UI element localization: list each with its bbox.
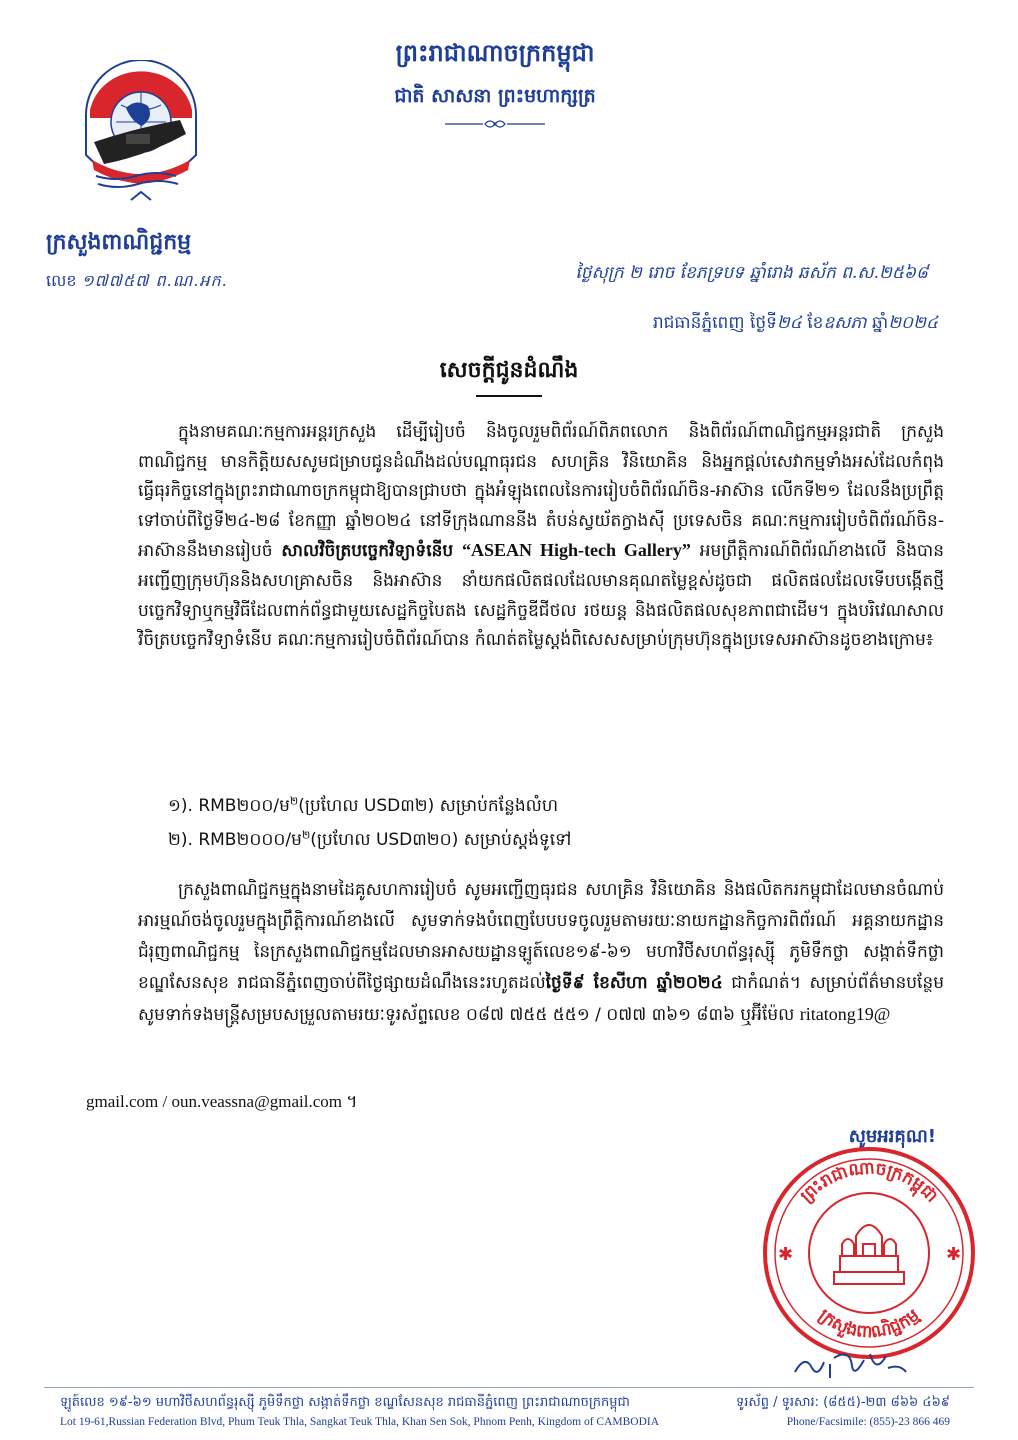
notice-body-paragraph-1 (138, 418, 944, 656)
solar-year-prefix: ឆ្នាំ (872, 313, 889, 333)
email-links[interactable]: gmail.com / oun.veassna@gmail.com ។ (86, 1092, 358, 1111)
footer-divider (44, 1387, 974, 1388)
ministry-name: ក្រសួងពាណិជ្ជកម្ម (46, 230, 192, 255)
thank-you: សូមអរគុណ! (848, 1126, 936, 1147)
solar-month: ឧសភា (823, 313, 867, 333)
footer-phone-km: ទូរស័ព្ទ / ទូរសារ: (៨៥៥)-២៣ ៨៦៦ ៤៦៩ (735, 1395, 950, 1410)
paragraph1-text-b: អមព្រឹត្តិការណ៍ពិព័រណ៍ខាងលើ និងបានអញ្ជើញក្រុមហ៊ុននិងសហគ្រាសចិន និងអាស៊ាន នាំយកផលិតផលដែលមានគុណតម្លៃខ្ពស់ដូចជា ផលិតផលដែលទើបបង្កើតថ្មី បច្ចេកវិទ្យាឬកម្មវិធីដែលពាក់ព័ន្ធជាមួយសេដ្ឋកិច្ចបៃតង សេដ្ឋកិច្ចឌីជីថល រថយន្ត និងផលិតផលសុខភាពជាដើម។ ក្នុងបរិវេណសាលវិចិត្របច្ចេកវិទ្យាទំនើប គណៈកម្មការរៀបចំពិព័រណ៍បាន កំណត់តម្លៃស្តង់ពិសេសសម្រាប់ក្រុមហ៊ុនក្នុងប្រទេសអាស៊ានដូចខាងក្រោម៖ (138, 541, 945, 651)
paragraph1-text-a: ក្នុងនាមគណៈកម្មការអន្តរក្រសួង ដើម្បីរៀបចំ និងចូលរួមពិព័រណ៍ពិភពលោក និងពិព័រណ៍ពាណិជ្ជកម្មអន្តរជាតិ ក្រសួងពាណិជ្ជកម្ម មានកិត្តិយសសូមជម្រាបជូនដំណឹងដល់បណ្តាធុរជន សហគ្រិន វិនិយោគិន និងអ្នកផ្តល់សេវាកម្មទាំងអស់ដែលកំពុងធ្វើធុរកិច្ចនៅក្នុងព្រះរាជាណាចក្រកម្ពុជាឱ្យបានជ្រាបថា ក្នុងអំឡុងពេលនៃការរៀបចំពិព័រណ៍ចិន-អាស៊ាន លើកទី២១ ដែលនឹងប្រព្រឹត្តទៅចាប់ពីថ្ងៃទី២៤-២៨ ខែកញ្ញា ឆ្នាំ២០២៤ នៅទីក្រុងណាននីង តំបន់ស្វយ័តក្វាងស៊ី ប្រទេសចិន គណៈកម្មការរៀបចំពិព័រណ៍ចិន-អាស៊ាននឹងមានរៀបចំ (138, 422, 944, 562)
notice-body-paragraph-2 (138, 875, 944, 1031)
lunar-date: ថ្ងៃសុក្រ ២ រោច ខែភទ្របទ ឆ្នាំរោង ឆស័ក ព.ស.២៥៦៨ (575, 263, 928, 283)
footer-address-en (60, 1416, 950, 1428)
footer-phone-en: Phone/Facsimile: (855)-23 866 469 (786, 1416, 950, 1428)
svg-text:✱: ✱ (946, 1244, 962, 1265)
title-underline (476, 395, 542, 397)
footer-address-en-text: Lot 19-61,Russian Federation Blvd, Phum Teuk Thla, Sangkat Teuk Thla, Khan Sen Sok, Phnom Penh, Kingdom of CAMBODIA (60, 1416, 660, 1428)
official-seal-stamp (760, 1144, 978, 1362)
solar-month-prefix: ខែ (807, 313, 824, 333)
price-item-description: (ប្រហែល USD៣២០) សម្រាប់ស្តង់ទូទៅ (310, 830, 572, 850)
national-motto: ជាតិ សាសនា ព្រះមហាក្សត្រ (394, 85, 596, 107)
price-item-unit-exponent: ២ (289, 794, 299, 808)
footer-address-km (60, 1394, 950, 1413)
reference-value: ១៧៧៥៧ ព.ណ.អក. (81, 271, 228, 290)
solar-date-prefix: រាជធានីភ្នំពេញ ថ្ងៃទី (652, 313, 777, 333)
email-link-1-start[interactable]: ritatong19@ (799, 1004, 891, 1024)
ministry-logo (76, 60, 206, 210)
solar-date (653, 312, 938, 337)
paragraph2-text-b: ជាកំណត់។ សម្រាប់ព័ត៌មានបន្ថែម សូមទាក់ទងមន្ត្រីសម្របសម្រួលតាមរយៈទូរស័ព្ទលេខ ០៨៧ ៧៥៥ ៥៥១ / ០៧៧ ៣៦១ ៨៣៦ ឬអ៊ីម៉ែល (138, 973, 944, 1025)
price-item-number: ១). (168, 796, 199, 816)
reference-number (46, 270, 228, 294)
price-item (168, 789, 571, 823)
price-item-unit-exponent: ២ (301, 828, 311, 842)
kingdom-heading: ព្រះរាជាណាចក្រកម្ពុជា (395, 39, 595, 67)
ornament-divider-icon (445, 118, 545, 130)
solar-year: ២០២៤ (888, 313, 938, 333)
price-item-price: RMB២០០/ម (198, 796, 290, 816)
svg-text:ក្រសួងពាណិជ្ជកម្ម: ក្រសួងពាណិជ្ជកម្ម (814, 1305, 924, 1343)
reference-label: លេខ (46, 271, 77, 290)
signature (790, 1344, 910, 1382)
footer-address-km-text: ឡូត៍លេខ ១៩-៦១ មហាវិថីសហព័ន្ធរុស្ស៊ី ភូមិទឹកថ្លា សង្កាត់ទឹកថ្លា ខណ្ឌសែនសុខ រាជធានីភ្នំពេញ ព្រះរាជាណាចក្រកម្ពុជា (60, 1395, 630, 1410)
price-list (168, 789, 571, 857)
svg-text:✱: ✱ (778, 1244, 794, 1265)
notice-title: សេចក្តីជូនដំណឹង (439, 358, 579, 383)
deadline-date: ថ្ងៃទី៩ ខែសីហា ឆ្នាំ២០២៤ (545, 973, 723, 993)
price-item-number: ២). (168, 830, 199, 850)
gallery-name-en: “ASEAN High-tech Gallery” (462, 540, 691, 561)
price-item (168, 823, 571, 857)
price-item-description: (ប្រហែល USD៣២) សម្រាប់កន្លែងលំហ (298, 796, 559, 816)
svg-text:ព្រះរាជាណាចក្រកម្ពុជា: ព្រះរាជាណាចក្រកម្ពុជា (796, 1158, 942, 1207)
solar-day: ២៤ (776, 313, 802, 333)
paragraph2-text-a: ក្រសួងពាណិជ្ជកម្មក្នុងនាមដៃគូសហការរៀបចំ សូមអញ្ជើញធុរជន សហគ្រិន វិនិយោគិន និងផលិតករកម្ពុជាដែលមានចំណាប់អារម្មណ៍ចង់ចូលរួមក្នុងព្រឹត្តិការណ៍ខាងលើ សូមទាក់ទងបំពេញបែបបទចូលរួមតាមរយៈនាយកដ្ឋានកិច្ចការពិព័រណ៍ អគ្គនាយកដ្ឋានជំរុញពាណិជ្ជកម្ម នៃក្រសួងពាណិជ្ជកម្មដែលមានអាសយដ្ឋានឡូត៍លេខ១៩-៦១ មហាវិថីសហព័ន្ធរុស្ស៊ី ភូមិទឹកថ្លា សង្កាត់ទឹកថ្លា ខណ្ឌសែនសុខ រាជធានីភ្នំពេញចាប់ពីថ្ងៃផ្សាយដំណឹងនេះរហូតដល់ (138, 880, 944, 993)
gallery-name-km: សាលវិចិត្របច្ចេកវិទ្យាទំនើប (281, 541, 454, 562)
price-item-price: RMB២០០០/ម (198, 830, 302, 850)
